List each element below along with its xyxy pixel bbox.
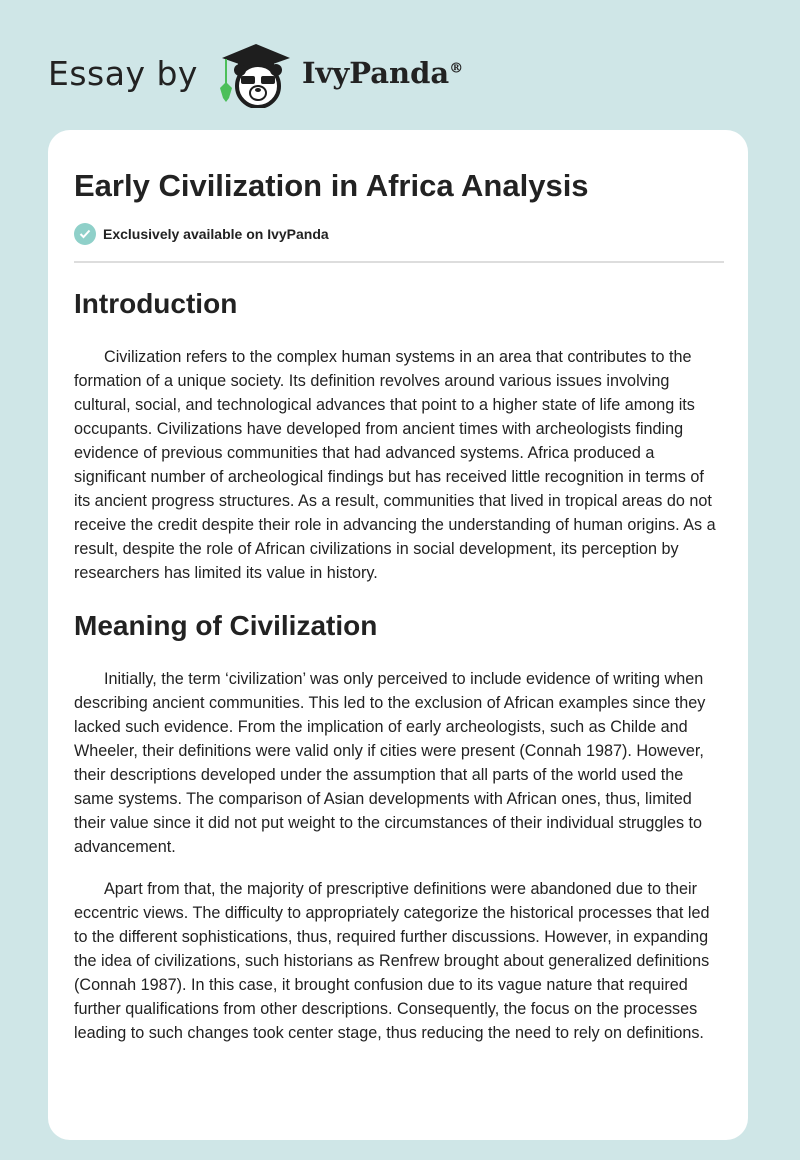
- divider: [74, 261, 724, 263]
- site-header: [48, 38, 463, 108]
- paragraph: Initially, the term ‘civilization’ was only perceived to include evidence of writing when describing ancient communities. This led to the exclusion of African examples since they lacked such evidence. From the implication of early archeologists, such as Childe and Wheeler, their definitions were valid only if cities were present (Connah 1987). However, their descriptions developed under the assumption that all parts of the world used the same systems. The comparison of Asian developments with African ones, thus, limited their value since it did not put weight to the circumstances of their individual struggles to advancement.: [74, 670, 706, 856]
- registered-mark: ®: [449, 60, 464, 77]
- check-circle-icon: [74, 223, 96, 245]
- essay-title: Early Civilization in Africa Analysis: [74, 168, 589, 203]
- ivypanda-logo[interactable]: [216, 38, 463, 108]
- panda-graduate-icon: [216, 38, 294, 108]
- essay-by-label: Essay by: [48, 53, 198, 93]
- brand-name: IvyPanda: [301, 56, 450, 90]
- essay-card: [48, 130, 748, 1140]
- section-heading: Introduction: [74, 288, 238, 319]
- section-heading: Meaning of Civilization: [74, 610, 378, 641]
- badge-text: Exclusively available on IvyPanda: [103, 226, 329, 242]
- exclusive-badge: [74, 223, 724, 245]
- paragraph: Apart from that, the majority of prescriptive definitions were abandoned due to their eccentric views. The difficulty to appropriately categorize the historical processes that led to the different sophistications, thus, required further discussions. However, in expanding the idea of civilizations, such historians as Renfrew brought about generalized definitions (Connah 1987). In this case, it brought confusion due to its vague nature that required further qualifications from other descriptions. Consequently, the focus on the processes leading to such changes took center stage, thus reducing the need to rely on definitions.: [74, 880, 710, 1042]
- paragraph: Civilization refers to the complex human systems in an area that contributes to the formation of a unique society. Its definition revolves around various issues involving cultural, social, and technological advances that point to a higher state of life among its occupants. Civilizations have developed from ancient times with archeologists finding evidence of previous communities that had advanced systems. Africa produced a significant number of archeological findings but has received little recognition in terms of its ancient progress structures. As a result, communities that lived in tropical areas do not receive the credit despite their role in advancing the understanding of human origins. As a result, despite the role of African civilizations in social development, its perception by researchers has limited its value in history.: [74, 348, 716, 582]
